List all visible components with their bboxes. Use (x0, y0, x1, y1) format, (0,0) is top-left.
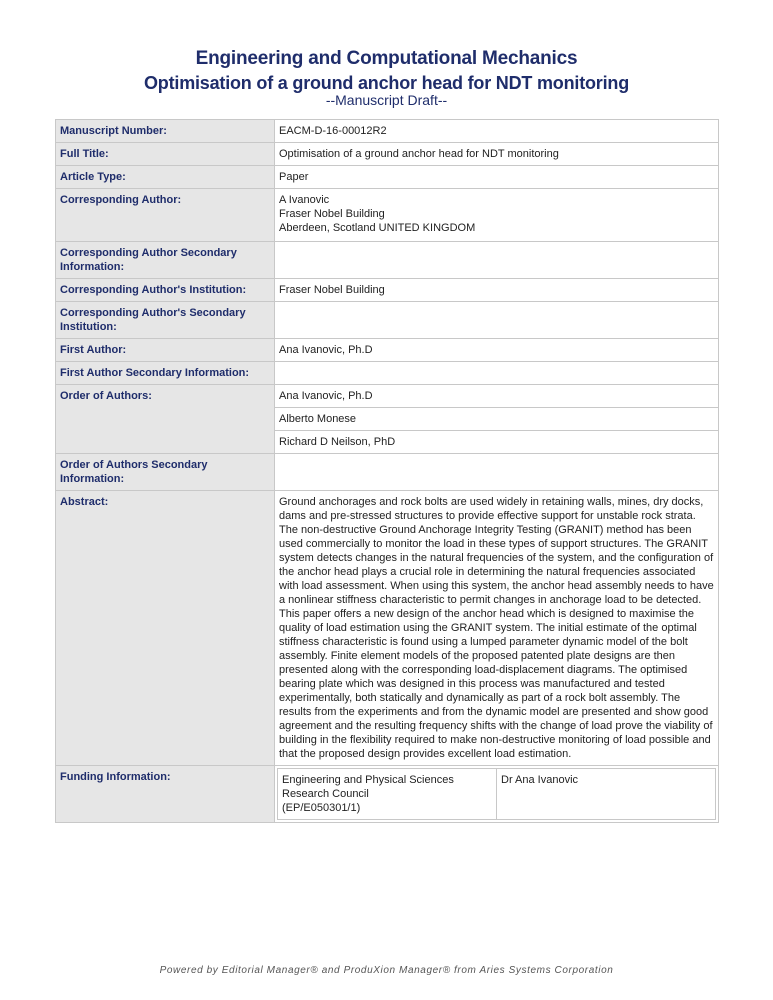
order-of-authors-label: Order of Authors: (56, 385, 275, 454)
author-item: Ana Ivanovic, Ph.D (275, 385, 719, 408)
manuscript-metadata-table (55, 119, 719, 823)
paper-title: Optimisation of a ground anchor head for NDT monitoring (144, 73, 629, 93)
funding-source-line: (EP/E050301/1) (282, 802, 361, 814)
order-of-authors-secondary-label: Order of Authors Secondary Information: (56, 454, 275, 491)
first-author-label: First Author: (56, 339, 275, 362)
article-type-label: Article Type: (56, 166, 275, 189)
table-row (56, 242, 719, 279)
corresponding-secondary-institution-value (275, 302, 719, 339)
table-row (56, 143, 719, 166)
manuscript-number-value: EACM-D-16-00012R2 (275, 120, 719, 143)
first-author-secondary-value (275, 362, 719, 385)
funding-table (277, 768, 716, 820)
table-row (56, 120, 719, 143)
funding-row (278, 769, 716, 820)
corresponding-author-name: A Ivanovic (279, 194, 330, 206)
full-title-label: Full Title: (56, 143, 275, 166)
funding-source (278, 769, 497, 820)
corresponding-institution-value: Fraser Nobel Building (275, 279, 719, 302)
corresponding-author-secondary-label: Corresponding Author Secondary Information: (56, 242, 275, 279)
author-item: Alberto Monese (275, 408, 719, 431)
table-row (56, 454, 719, 491)
abstract-label: Abstract: (56, 491, 275, 766)
first-author-value: Ana Ivanovic, Ph.D (275, 339, 719, 362)
abstract-text: Ground anchorages and rock bolts are used widely in retaining walls, mines, dry docks, dams and pre-stressed structures to provide effective support for unstable rock strata. The non-destructive Ground Anchorage Integrity Testing (GRANIT) method has been used commercially to monitor the load in these types of support structures. The GRANIT system detects changes in the natural frequencies of the system, and the configuration of the anchor head plays a crucial role in determining the natural frequencies associated with load assessment. When using this system, the anchor head assembly needs to have a nonlinear stiffness characteristic to permit changes in anchorage load to be detected. This paper offers a new design of the anchor head which is designed to maximise the quality of load estimation using the GRANIT system. The initial estimate of the optimal stiffness characteristic is found using a lumped parameter dynamic model of the bolt assembly. Finite element models of the proposed patented plate designs are then presented along with the corresponding load-displacement diagrams. The optimised bearing plate which was designed in this process was manufactured and tested experimentally, both statically and dynamically as part of a rock bolt assembly. The results from the experiments and from the dynamic model are presented and show good agreement and the resulting frequency shifts with the change of load prove the viability of building in the flexibility required to make non-destructive monitoring of load possible and that the proposed design provides excellent load estimation. (275, 491, 719, 766)
corresponding-institution-label: Corresponding Author's Institution: (56, 279, 275, 302)
funding-information-value (275, 766, 719, 823)
first-author-secondary-label: First Author Secondary Information: (56, 362, 275, 385)
table-row (56, 339, 719, 362)
corresponding-author-secondary-value (275, 242, 719, 279)
draft-label: --Manuscript Draft-- (325, 92, 448, 108)
table-row (56, 189, 719, 242)
corresponding-author-building: Fraser Nobel Building (279, 208, 385, 220)
funding-information-label: Funding Information: (56, 766, 275, 823)
corresponding-secondary-institution-label: Corresponding Author's Secondary Institution: (56, 302, 275, 339)
corresponding-author-label: Corresponding Author: (56, 189, 275, 242)
table-row (56, 302, 719, 339)
table-row (56, 766, 719, 823)
full-title-value: Optimisation of a ground anchor head for NDT monitoring (275, 143, 719, 166)
corresponding-author-value (275, 189, 719, 242)
funding-recipient: Dr Ana Ivanovic (497, 769, 716, 820)
table-row (56, 385, 719, 408)
corresponding-author-city: Aberdeen, Scotland UNITED KINGDOM (279, 222, 476, 234)
author-item: Richard D Neilson, PhD (275, 431, 719, 454)
funding-source-line: Research Council (282, 788, 369, 800)
table-row (56, 491, 719, 766)
funding-source-line: Engineering and Physical Sciences (282, 774, 454, 786)
journal-title: Engineering and Computational Mechanics (195, 48, 578, 69)
table-row (56, 362, 719, 385)
footer-powered-by: Powered by Editorial Manager® and ProduXion Manager® from Aries Systems Corporation (159, 965, 614, 976)
order-of-authors-secondary-value (275, 454, 719, 491)
article-type-value: Paper (275, 166, 719, 189)
table-row (56, 166, 719, 189)
table-row (56, 279, 719, 302)
manuscript-number-label: Manuscript Number: (56, 120, 275, 143)
